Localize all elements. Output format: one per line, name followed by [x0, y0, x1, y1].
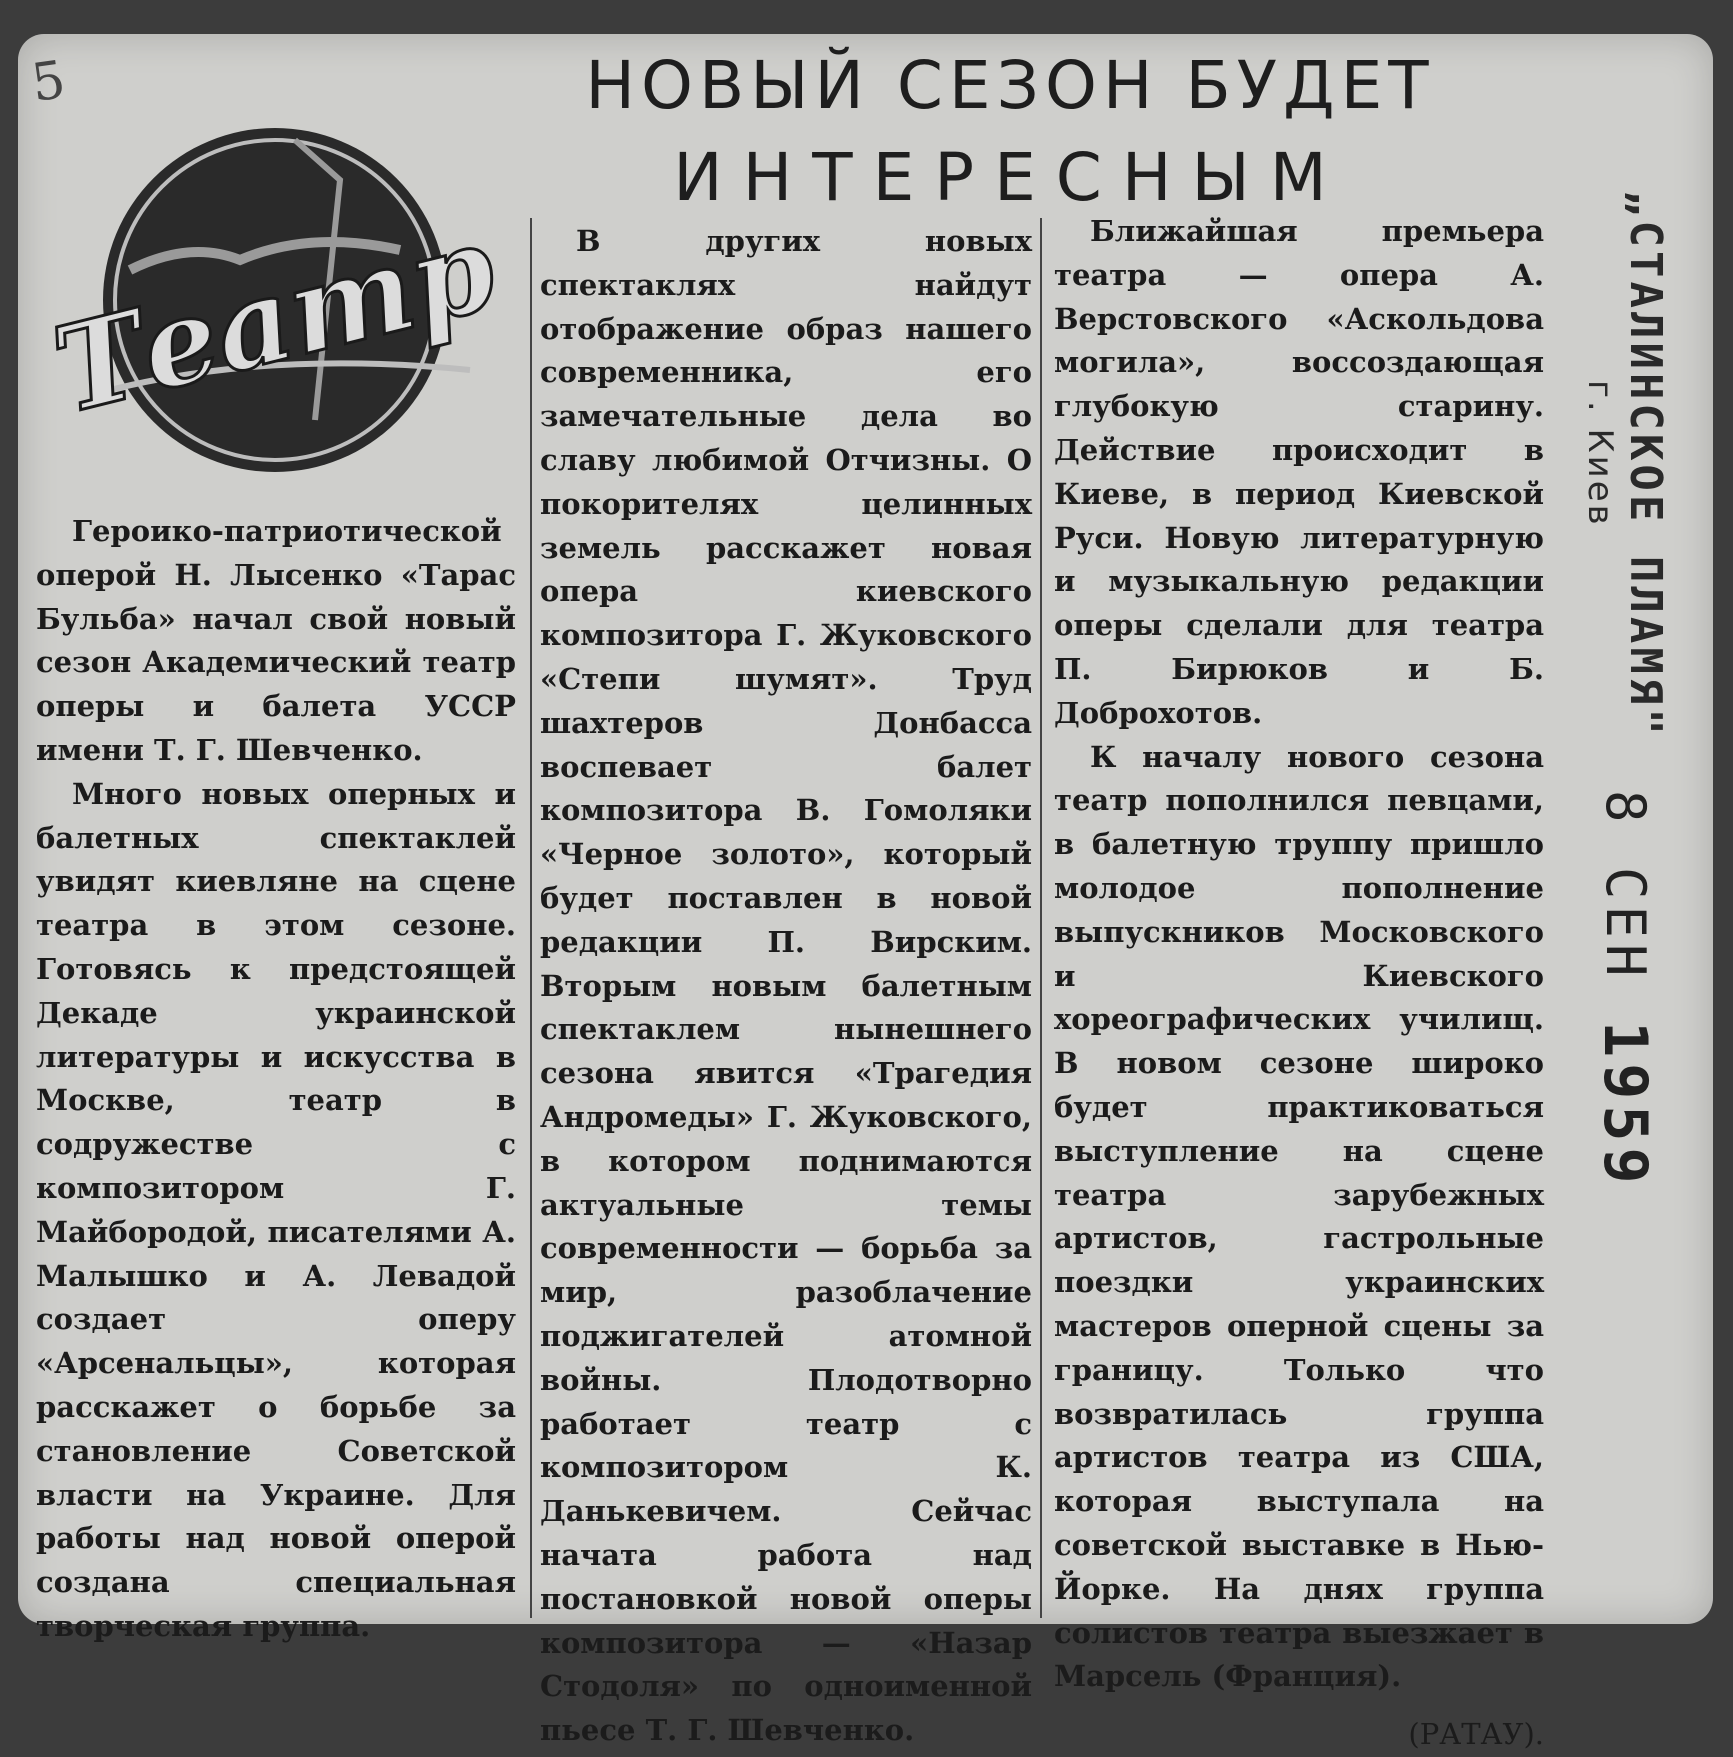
paragraph: К началу нового сезона театр пополнился певцами, в балетную труппу пришло молодое пополнение выпускников Московского и Киевского хореографических училищ. В новом сезоне широко будет практиковаться выступление на сцене театра зарубежных артистов, гастрольные поездки украинских мастеров оперной сцены за границу. Только что возвратилась группа артистов театра из США, которая выступала на советской выставке в Нью-Йорке. На днях группа солистов театра выезжает в Марсель (Франция).	[1054, 739, 1544, 1694]
news-agency-signoff: (РАТАУ).	[1408, 1717, 1544, 1752]
headline-line-2: ИНТЕРЕСНЫМ	[673, 139, 1347, 216]
headline-line-1: НОВЫЙ СЕЗОН БУДЕТ	[585, 47, 1435, 124]
newspaper-source-label: „СТАЛИНСКОЕ ПЛАМЯ"	[1620, 190, 1671, 739]
paragraph: В других новых спектаклях найдут отображение образ нашего современника, его замечательные дела во славу любимой Отчизны. О покорителях целинных земель расскажет новая опера киевского композитора Г. Жуковского «Степи шумят». Труд шахтеров Донбасса воспевает балет композитора В. Гомоляки «Черное золото», который будет поставлен в новой редакции П. Вирским. Вторым новым балетным спектаклем нынешнего сезона явится «Трагедия Андромеды» Г. Жуковского, в котором поднимаются актуальные темы современности — борьба за мир, разоблачение поджигателей атомной войны. Плодотворно работает театр с композитором К. Данькевичем. Сейчас начата работа над постановкой новой оперы композитора — «Назар Стодоля» по одноименной пьесе Т. Г. Шевченко.	[540, 224, 1032, 1748]
city-label: г. Киев	[1580, 380, 1620, 528]
date-stamp-year: 1959	[1590, 1021, 1660, 1190]
date-stamp-day-month: 8 СЕН	[1594, 790, 1657, 983]
paragraph: Ближайшая премьера театра — опера А. Верстовского «Аскольдова могила», воссоздающая глубокую старину. Действие происходит в Киеве, в период Киевской Руси. Новую литературную и музыкальную редакции оперы сделали для театра П. Бирюков и Б. Доброхотов.	[1054, 214, 1544, 730]
column-rule-2	[1040, 218, 1042, 1618]
date-stamp	[1590, 790, 1660, 1190]
article-column-2	[540, 220, 1032, 1753]
headline	[530, 40, 1490, 224]
article-column-3	[1054, 210, 1544, 1757]
theater-logo-icon	[41, 120, 509, 480]
column-rule-1	[530, 218, 532, 1618]
logo-text: Театр	[41, 197, 509, 441]
article-column-1	[36, 510, 516, 1649]
corner-mark: 5	[27, 49, 70, 115]
paragraph: Много новых оперных и балетных спектаклей увидят киевляне на сцене театра в этом сезоне. Готовясь к предстоящей Декаде украинской литературы и искусства в Москве, театр в содружестве с композитором Г. Майбородой, писателями А. Малышко и А. Левадой создает оперу «Арсенальцы», которая расскажет о борьбе за становление Советской власти на Украине. Для работы над новой оперой создана специальная творческая группа.	[36, 776, 516, 1643]
paragraph: Героико-патриотической оперой Н. Лысенко «Тарас Бульба» начал свой новый сезон Академический театр оперы и балета УССР имени Т. Г. Шевченко.	[36, 514, 516, 767]
